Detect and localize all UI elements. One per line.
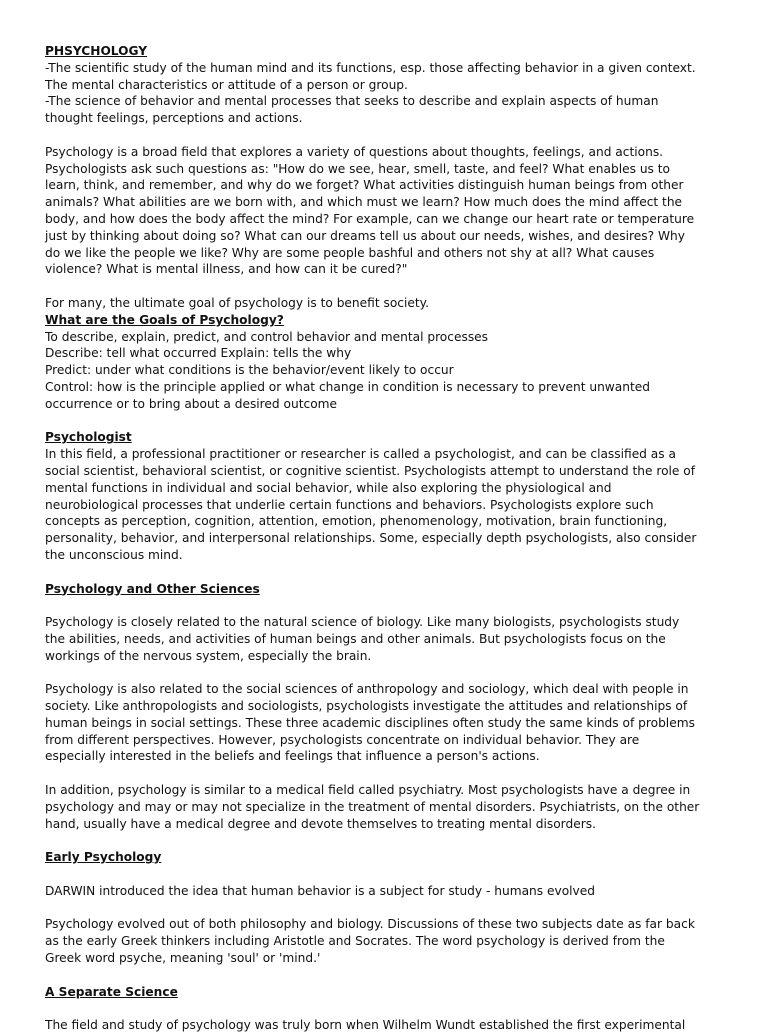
text-line: Predict: under what conditions is the behavior/event likely to occur — [45, 363, 454, 378]
text-line: the unconscious mind. — [45, 547, 183, 562]
text-line: especially interested in the beliefs and feelings that influence a person's actions. — [45, 749, 540, 764]
text-line: do we like the people we like? Why are some people bashful and others not shy at all? What causes — [45, 245, 655, 260]
wundt-paragraph — [45, 1017, 735, 1034]
text-line: mental functions in individual and social behavior, while also exploring the physiological and — [45, 480, 612, 495]
text-line: workings of the nervous system, especially the brain. — [45, 648, 372, 663]
text-line: neurobiological processes that underlie certain functions and behaviors. Psychologists explore such — [45, 497, 654, 512]
text-line: In this field, a professional practitioner or researcher is called a psychologist, and can be classified as a — [45, 447, 676, 462]
goals-paragraph — [45, 329, 735, 413]
text-line: from different perspectives. However, psychologists concentrate on individual behavior. They are — [45, 732, 640, 747]
section-heading-psychologist: Psychologist — [45, 430, 132, 445]
social-sciences-paragraph — [45, 681, 735, 765]
text-line: Psychology is closely related to the natural science of biology. Like many biologists, psychologists study — [45, 615, 680, 630]
biology-paragraph — [45, 614, 735, 664]
text-line: hand, usually have a medical degree and devote themselves to treating mental disorders. — [45, 816, 596, 831]
text-line: Psychology is also related to the social sciences of anthropology and sociology, which deal with people in — [45, 682, 689, 697]
text-line: human beings in social settings. These three academic disciplines often study the same kinds of problems — [45, 715, 695, 730]
text-line: Greek word psyche, meaning 'soul' or 'mind.' — [45, 951, 321, 966]
section-heading-goals: What are the Goals of Psychology? — [45, 312, 284, 327]
text-line: psychology and may or may not specialize in the treatment of mental disorders. Psychiatrists, on the other — [45, 799, 700, 814]
psychologist-paragraph — [45, 446, 735, 564]
text-line: The field and study of psychology was truly born when Wilhelm Wundt established the first experimental — [45, 1018, 686, 1033]
text-line: body, and how does the body affect the mind? For example, can we change our heart rate or temperature — [45, 211, 695, 226]
text-line: -The scientific study of the human mind and its functions, esp. those affecting behavior in a given context. — [45, 60, 696, 75]
philosophy-paragraph — [45, 916, 735, 966]
text-line: society. Like anthropologists and sociologists, psychologists investigate the attitudes and relationships of — [45, 699, 688, 714]
text-line: occurrence or to bring about a desired outcome — [45, 396, 338, 411]
text-line: social scientist, behavioral scientist, or cognitive scientist. Psychologists attempt to understand the role of — [45, 463, 696, 478]
text-line: Control: how is the principle applied or what change in condition is necessary to prevent unwanted — [45, 379, 650, 394]
text-line: violence? What is mental illness, and how can it be cured?" — [45, 262, 408, 277]
goal-intro-line: For many, the ultimate goal of psychology is to benefit society. — [45, 295, 429, 310]
section-heading-psychology: PHSYCHOLOGY — [45, 44, 148, 58]
text-line: thought feelings, perceptions and actions. — [45, 111, 303, 126]
section-heading-other-sciences: Psychology and Other Sciences — [45, 581, 260, 596]
text-line: DARWIN introduced the idea that human behavior is a subject for study - humans evolved — [45, 883, 596, 898]
text-line: -The science of behavior and mental processes that seeks to describe and explain aspects of human — [45, 94, 659, 109]
text-line: The mental characteristics or attitude of a person or group. — [45, 77, 408, 92]
text-line: animals? What abilities are we born with, and which must we learn? How much does the mind affect the — [45, 195, 683, 210]
text-line: the abilities, needs, and activities of human beings and other animals. But psychologists focus on the — [45, 631, 666, 646]
text-line: To describe, explain, predict, and control behavior and mental processes — [45, 329, 489, 344]
text-line: learn, think, and remember, and why do we forget? What activities distinguish human beings from other — [45, 178, 684, 193]
text-line: Psychology evolved out of both philosophy and biology. Discussions of these two subjects date as far back — [45, 917, 695, 932]
questions-paragraph — [45, 144, 735, 278]
text-line: just by thinking about doing so? What can our dreams tell us about our needs, wishes, and desires? Why — [45, 228, 685, 243]
text-line: Psychologists ask such questions as: "How do we see, hear, smell, taste, and feel? What enables us to — [45, 161, 671, 176]
text-line: In addition, psychology is similar to a medical field called psychiatry. Most psychologists have a degree in — [45, 783, 691, 798]
text-line: personality, behavior, and interpersonal relationships. Some, especially depth psychologists, also consider — [45, 531, 697, 546]
section-heading-early-psychology: Early Psychology — [45, 850, 162, 865]
text-line: concepts as perception, cognition, attention, emotion, phenomenology, motivation, brain functioning, — [45, 514, 668, 529]
psychiatry-paragraph — [45, 782, 735, 832]
text-line: Describe: tell what occurred Explain: tells the why — [45, 346, 352, 361]
text-line: Psychology is a broad field that explores a variety of questions about thoughts, feelings, and actions. — [45, 144, 664, 159]
text-line: as the early Greek thinkers including Aristotle and Socrates. The word psychology is derived from the — [45, 934, 665, 949]
definition-paragraph — [45, 60, 735, 127]
document-page — [45, 43, 735, 1034]
darwin-paragraph — [45, 883, 735, 900]
section-heading-separate-science: A Separate Science — [45, 984, 178, 999]
